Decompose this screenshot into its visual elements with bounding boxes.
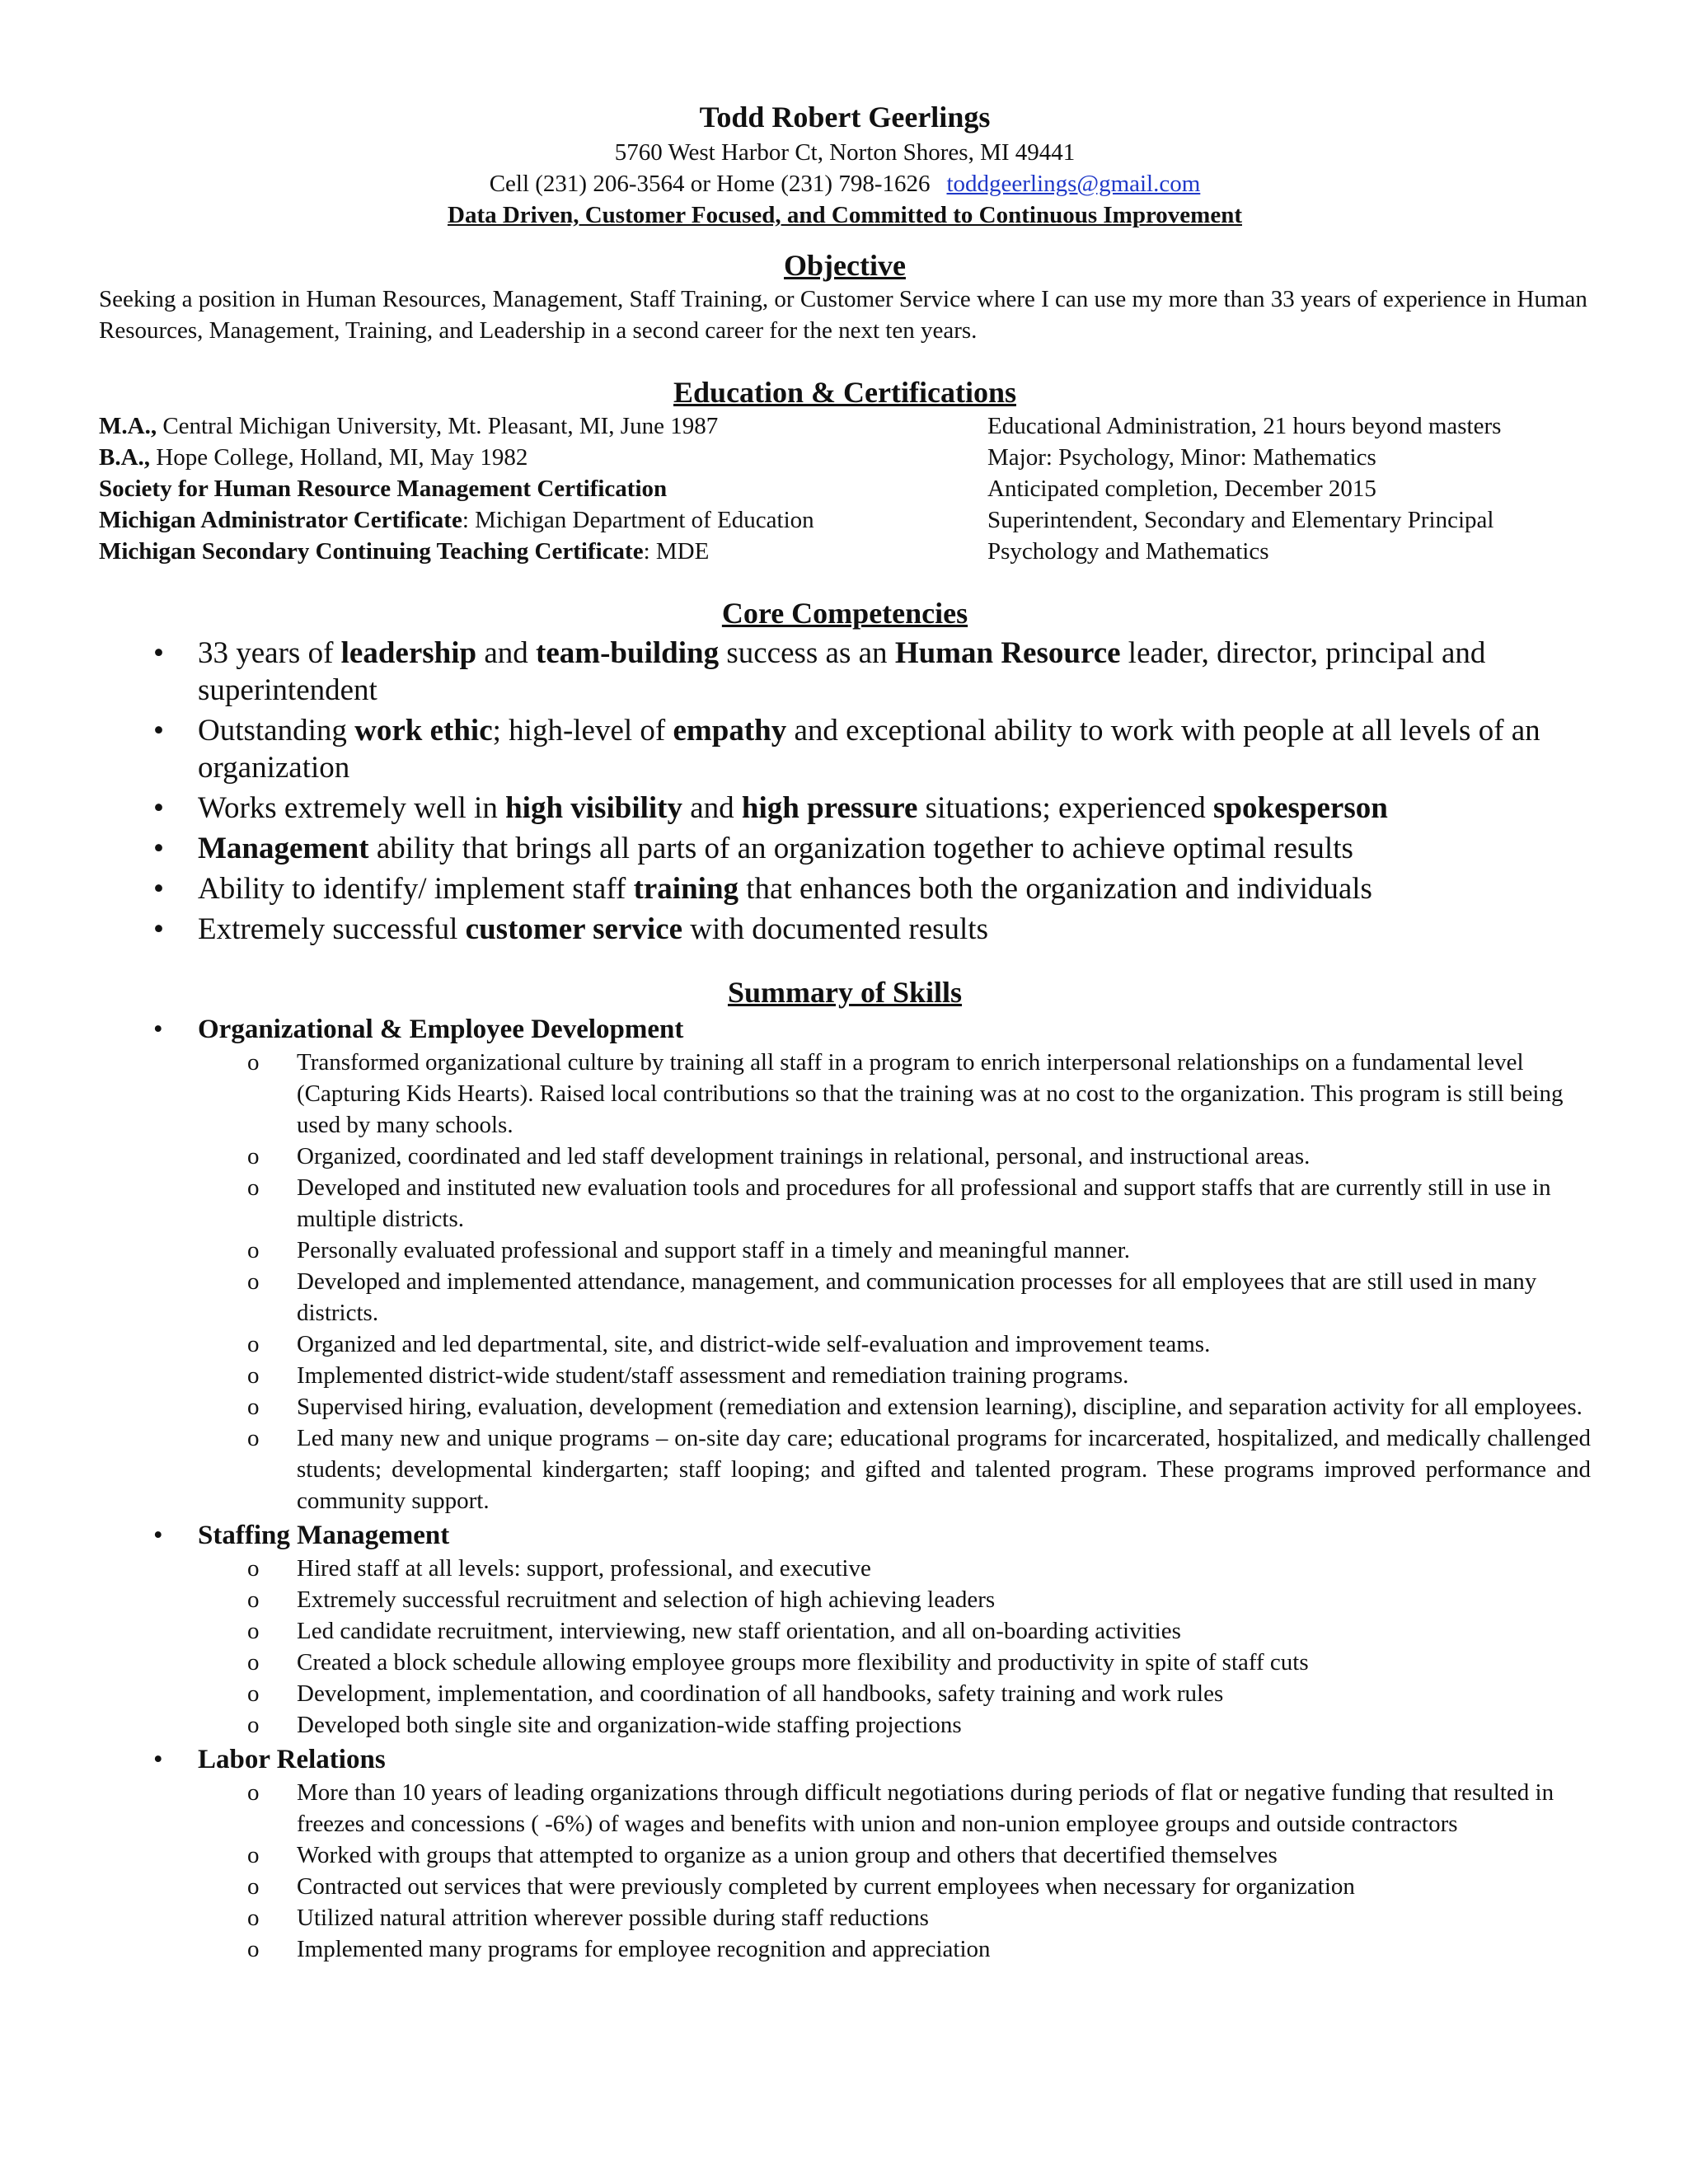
skill-item: o Extremely successful recruitment and selection of high achieving leaders	[99, 1584, 1591, 1615]
credential-institution: Central Michigan University, Mt. Pleasant, MI, June 1987	[157, 413, 719, 439]
skill-item: o Implemented district-wide student/staff assessment and remediation training programs.	[99, 1360, 1591, 1391]
skill-item: o Contracted out services that were previously completed by current employees when necessary for organization	[99, 1871, 1591, 1902]
competency-item	[99, 870, 1591, 907]
education-credential	[99, 536, 987, 567]
credential-name: Society for Human Resource Management Certification	[99, 476, 668, 502]
education-credential	[99, 442, 987, 473]
competency-text: situations; experienced	[917, 791, 1214, 825]
address-line: 5760 West Harbor Ct, Norton Shores, MI 49441	[614, 139, 1076, 166]
competency-text: success as an	[719, 636, 895, 670]
credential-institution: : MDE	[643, 538, 710, 565]
competency-keyword: Human Resource	[894, 636, 1121, 670]
competency-text: Works extremely well in	[198, 791, 506, 825]
skill-item: o Developed and implemented attendance, management, and communication processes for all employees that are still used in many districts.	[99, 1266, 1591, 1329]
education-section	[99, 374, 1591, 567]
credential-name: Michigan Secondary Continuing Teaching Certificate	[99, 538, 644, 565]
education-row	[99, 473, 1591, 504]
competency-text: with documented results	[682, 912, 988, 946]
education-row	[99, 536, 1591, 567]
credential-institution: : Michigan Department of Education	[462, 507, 814, 533]
education-detail: Superintendent, Secondary and Elementary Principal	[987, 507, 1494, 533]
skill-item: o Supervised hiring, evaluation, development (remediation and extension learning), discipline, and separation activity for all employees.	[99, 1391, 1591, 1422]
education-detail: Anticipated completion, December 2015	[987, 476, 1376, 502]
competency-text: leader, director, principal and superintendent	[198, 636, 1486, 707]
competency-item	[99, 911, 1591, 948]
skills-title: Summary of Skills	[727, 976, 963, 1009]
education-row	[99, 410, 1591, 442]
competency-item	[99, 790, 1591, 827]
skill-item: o Development, implementation, and coordination of all handbooks, safety training and work rules	[99, 1678, 1591, 1709]
skill-item: o Hired staff at all levels: support, professional, and executive	[99, 1553, 1591, 1584]
competency-text: and exceptional ability to work with people at all levels of an organization	[198, 714, 1540, 785]
education-table	[99, 410, 1591, 567]
phone-line	[99, 168, 1591, 199]
education-detail: Psychology and Mathematics	[987, 538, 1269, 565]
skill-item: o Developed and instituted new evaluation tools and procedures for all professional and support staffs that are currently still in use in multiple districts.	[99, 1172, 1591, 1235]
education-credential	[99, 504, 987, 536]
skill-item: o Led candidate recruitment, interviewing, new staff orientation, and all on-boarding activities	[99, 1615, 1591, 1647]
competency-text: Ability to identify/ implement staff	[198, 872, 634, 906]
competency-text: ability that brings all parts of an organization together to achieve optimal results	[368, 832, 1353, 865]
competency-text: and	[682, 791, 742, 825]
education-credential	[99, 410, 987, 442]
competency-item	[99, 635, 1591, 709]
skill-group	[99, 1518, 1591, 1741]
phone-numbers: Cell (231) 206-3564 or Home (231) 798-1626	[489, 171, 931, 197]
skill-item: o Personally evaluated professional and support staff in a timely and meaningful manner.	[99, 1235, 1591, 1266]
objective-section	[99, 247, 1591, 346]
skill-group	[99, 1012, 1591, 1516]
skill-item: o Developed both single site and organization-wide staffing projections	[99, 1709, 1591, 1741]
competency-keyword: empathy	[673, 714, 787, 748]
skill-item: o Utilized natural attrition wherever possible during staff reductions	[99, 1902, 1591, 1933]
skill-item: o Created a block schedule allowing employee groups more flexibility and productivity in spite of staff cuts	[99, 1647, 1591, 1678]
skill-item: o Worked with groups that attempted to organize as a union group and others that decertified themselves	[99, 1840, 1591, 1871]
core-competencies-title: Core Competencies	[721, 597, 968, 630]
skill-item-list	[99, 1047, 1591, 1516]
education-row	[99, 504, 1591, 536]
skill-item: o Organized, coordinated and led staff development trainings in relational, personal, and instructional areas.	[99, 1141, 1591, 1172]
skill-item: o Organized and led departmental, site, and district-wide self-evaluation and improvement teams.	[99, 1329, 1591, 1360]
skill-group-heading: • Labor Relations	[99, 1742, 1591, 1777]
competency-item	[99, 830, 1591, 867]
credential-name: Michigan Administrator Certificate	[99, 507, 462, 533]
credential-institution: Hope College, Holland, MI, May 1982	[150, 444, 528, 471]
skills-groups	[99, 1012, 1591, 1965]
education-detail: Major: Psychology, Minor: Mathematics	[987, 444, 1376, 471]
resume-header	[99, 97, 1591, 231]
skill-item-list	[99, 1553, 1591, 1741]
education-row	[99, 442, 1591, 473]
competency-keyword: work ethic	[354, 714, 493, 748]
skill-item: o Implemented many programs for employee recognition and appreciation	[99, 1933, 1591, 1965]
education-credential	[99, 473, 987, 504]
objective-text: Seeking a position in Human Resources, Management, Staff Training, or Customer Service where I can use my more than 33 years of experience in Human Resources, Management, Training, and Leadership in a second career for the next ten years.	[99, 286, 1587, 344]
competency-text: ; high-level of	[492, 714, 673, 748]
competency-keyword: leadership	[340, 636, 477, 670]
competency-text: 33 years of	[198, 636, 341, 670]
competency-keyword: team-building	[536, 636, 720, 670]
competency-keyword: high pressure	[741, 791, 918, 825]
tagline: Data Driven, Customer Focused, and Committed to Continuous Improvement	[448, 202, 1242, 228]
competency-text: Extremely successful	[198, 912, 466, 946]
education-detail: Educational Administration, 21 hours beyond masters	[987, 413, 1502, 439]
skill-item-list	[99, 1777, 1591, 1965]
skill-group-heading: • Organizational & Employee Development	[99, 1012, 1591, 1047]
skill-item: o More than 10 years of leading organizations through difficult negotiations during periods of flat or negative funding that resulted in freezes and concessions ( -6%) of wages and benefits with union and non-union employee groups and outside contractors	[99, 1777, 1591, 1840]
competency-text: that enhances both the organization and individuals	[738, 872, 1372, 906]
skills-section	[99, 974, 1591, 1965]
competency-keyword: spokesperson	[1213, 791, 1388, 825]
credential-name: M.A.,	[99, 413, 157, 439]
objective-title: Objective	[784, 249, 906, 282]
skill-group	[99, 1742, 1591, 1965]
core-competencies-section	[99, 595, 1591, 948]
email-link[interactable]: toddgeerlings@gmail.com	[946, 171, 1201, 197]
skill-group-heading: • Staffing Management	[99, 1518, 1591, 1553]
competency-keyword: high visibility	[505, 791, 682, 825]
skill-item: o Led many new and unique programs – on-site day care; educational programs for incarcerated, hospitalized, and medically challenged students; developmental kindergarten; staff looping; and gifted and talented program. These programs improved performance and community support.	[99, 1422, 1591, 1516]
competency-text: Outstanding	[198, 714, 355, 748]
education-title: Education & Certifications	[673, 376, 1016, 409]
competency-text: and	[476, 636, 537, 670]
competency-keyword: Management	[198, 832, 369, 865]
candidate-name: Todd Robert Geerlings	[699, 101, 991, 134]
credential-name: B.A.,	[99, 444, 151, 471]
core-competencies-list	[99, 635, 1591, 948]
resume-document	[99, 97, 1591, 1965]
competency-keyword: customer service	[465, 912, 683, 946]
competency-keyword: training	[633, 872, 739, 906]
competency-item	[99, 712, 1591, 786]
skill-item: o Transformed organizational culture by training all staff in a program to enrich interpersonal relationships on a fundamental level (Capturing Kids Hearts). Raised local contributions so that the training was at no cost to the organization. This program is still being used by many schools.	[99, 1047, 1591, 1141]
